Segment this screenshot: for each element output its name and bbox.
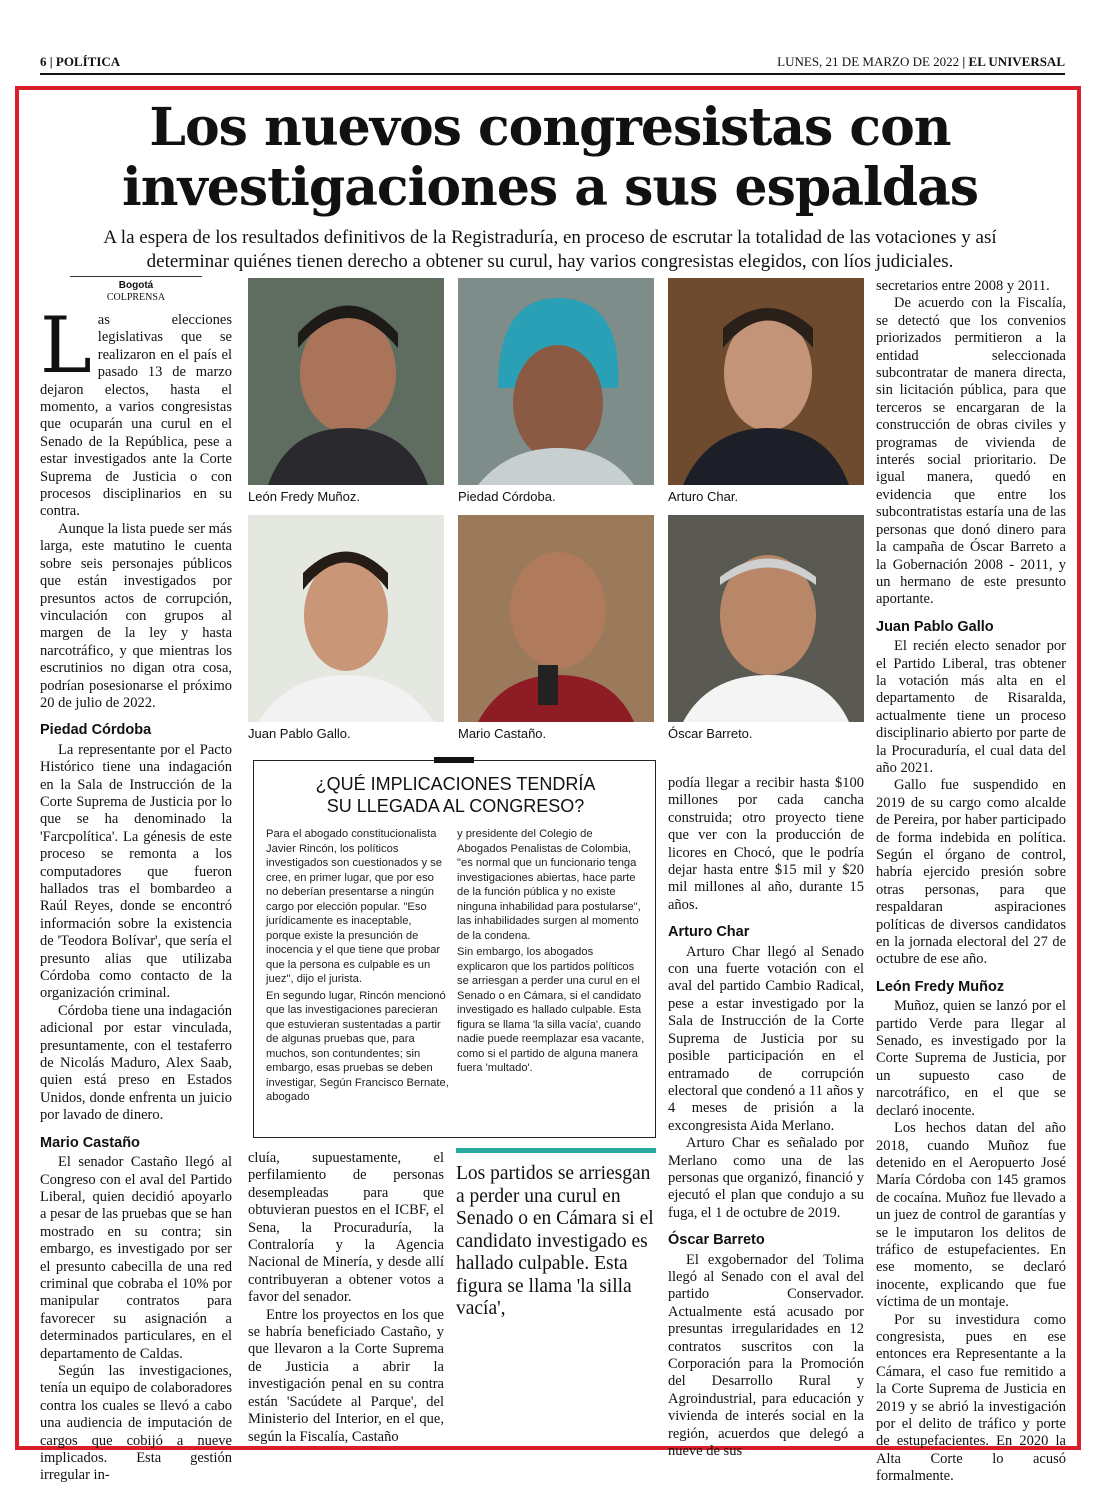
- headline-line-1: Los nuevos congresistas con: [149, 97, 951, 158]
- caption-juan-pablo-gallo: Juan Pablo Gallo.: [248, 726, 351, 741]
- column-5: [876, 278, 1066, 1485]
- page-header: [40, 54, 1065, 72]
- sidebar-box: [253, 760, 656, 1138]
- paragraph: Según las investigaciones, tenía un equipo de colaboradores contra los cuales se llevó a cabo una audiencia de imputación de cargos que cobijó a nueve implicados. Esta gestión irregular in-: [40, 1362, 232, 1484]
- subhead-oscar-barreto: Óscar Barreto: [668, 1232, 765, 1249]
- deck: A la espera de los resultados definitivos de la Registraduría, en proceso de escrutar la totalidad de las votaciones y así determinar quiénes tienen derecho a obtener su curul, hay varios congresistas elegidos, con líos judiciales.: [103, 227, 997, 272]
- caption-mario-castano: Mario Castaño.: [458, 726, 547, 741]
- page-number: 6: [40, 54, 47, 69]
- column-1: [40, 276, 232, 1484]
- caption-leon-fredy-munoz: León Fredy Muñoz.: [248, 489, 361, 504]
- byline-city: Bogotá: [118, 280, 154, 291]
- box-paragraph: Para el abogado constitucionalista Javier Rincón, los políticos investigados son cuestionados y se cree, en primer lugar, que por eso no deberían presentarse a ningún cargo por elección popular. "Eso jurídicamente es inaceptable, porque existe la presunción de inocencia y el que tiene que probar que la persona es culpable es un juez", dijo el jurista.: [266, 828, 443, 985]
- photo-leon-fredy-munoz: [248, 278, 444, 485]
- caption-piedad-cordoba: Piedad Córdoba.: [458, 489, 556, 504]
- header-right: LUNES, 21 DE MARZO DE 2022 | EL UNIVERSAL: [777, 54, 1065, 69]
- paragraph: Córdoba tiene una indagación adicional por estar vinculada, presuntamente, con el testaferro de Nicolás Maduro, Alex Saab, quien está preso en Estados Unidos, donde enfrenta un juicio por lavado de dinero.: [40, 1002, 232, 1124]
- subhead-juan-pablo-gallo: Juan Pablo Gallo: [876, 618, 994, 635]
- paragraph: Gallo fue suspendido en 2019 de su cargo como alcalde de Pereira, por haber participado de forma indebida en política. Según el órgano de control, habría ejercido presión sobre otras personas, para que respaldaran aspiraciones políticas de diversos candidatos en la jornada electoral del 27 de octubre de ese año.: [876, 777, 1066, 968]
- box-title: ¿QUÉ IMPLICACIONES TENDRÍA SU LLEGADA AL CONGRESO?: [315, 774, 596, 816]
- headline: [60, 98, 1040, 218]
- photo-mario-castano: [458, 515, 654, 722]
- photo-piedad-cordoba: [458, 278, 654, 485]
- header-rule: [40, 73, 1065, 75]
- photo-arturo-char: [668, 278, 864, 485]
- subhead-arturo-char: Arturo Char: [668, 924, 750, 941]
- paragraph: La representante por el Pacto Histórico tiene una indagación en la Sala de Instrucción de la Corte Suprema de Justicia por lo que se ha denominado la 'Farcpolítica'. La génesis de este proceso se remonta a los computadores que fueron hallados tras el bombardeo a Raúl Reyes, donde se encontró información sobre la existencia de 'Teodora Bolívar', que sería el presunto alias que utilizaba Córdoba como contacto de la organización criminal.: [40, 741, 232, 1002]
- dropcap: L: [40, 301, 92, 391]
- paragraph: Arturo Char llegó al Senado con una fuerte votación con el aval del partido Cambio Radical, pese a estar investigado por la Sala de Instrucción de la Corte Suprema de Justicia por su posible participación en el entramado de corrupción electoral que condenó a 11 años y 4 meses de prisión a la excongresista Aida Merlano.: [668, 943, 864, 1134]
- byline-agency: COLPRENSA: [106, 292, 166, 303]
- box-paragraph: y presidente del Colegio de Abogados Penalistas de Colombia, "es normal que un funcionario tenga investigaciones abiertas, hace parte de la función pública y no existe ninguna inhabilidad para postularse", las inhabilidades surgen al momento de la condena.: [457, 828, 641, 942]
- paper-name: EL UNIVERSAL: [968, 54, 1065, 69]
- paragraph: Entre los proyectos en los que se habría beneficiado Castaño, y que llevaron a la Corte Suprema de Justicia a abrir la investigación penal en su contra están 'Sacúdete al Parque', del Ministerio del Interior, en el que, según la Fiscalía, Castaño: [248, 1306, 444, 1445]
- subhead-piedad-cordoba: Piedad Córdoba: [40, 722, 152, 739]
- column-2-lower: [248, 1150, 444, 1445]
- paragraph: Arturo Char es señalado por Merlano como una de las personas que organizó, financió y ejecutó el plan que condujo a su fuga, el 1 de octubre de 2019.: [668, 1135, 864, 1221]
- caption-arturo-char: Arturo Char.: [668, 489, 739, 504]
- photo-oscar-barreto: [668, 515, 864, 722]
- photo-juan-pablo-gallo: [248, 515, 444, 722]
- paragraph: podía llegar a recibir hasta $100 millones por cada cancha construida; otro proyecto tiene que ver con la producción de licores en Chocó, que le podría dejar hasta entre $15 mil y $20 mil millones al año, durante 15 años.: [668, 775, 864, 913]
- caption-oscar-barreto: Óscar Barreto.: [668, 726, 753, 741]
- paragraph: cluía, supuestamente, el perfilamiento de personas desempleadas para que obtuvieran puestos en el ICBF, el Sena, la Procuraduría, la Contraloría y la Agencia Nacional de Minería, y desde allí contribuyeran a obtener votos a favor del senador.: [248, 1150, 444, 1306]
- column-4: [668, 775, 864, 1460]
- paragraph: Por su investidura como congresista, pues en ese entonces era Representante a la Cámara, el caso fue remitido a la Corte Suprema de Justicia en 2019 y se abrió la investigación por el delito de tráfico y porte de estupefacientes. En 2020 la Alta Corte lo acusó formalmente.: [876, 1311, 1066, 1485]
- box-column-left: [266, 827, 449, 1105]
- paragraph: De acuerdo con la Fiscalía, se detectó que los convenios priorizados permitieron a la entidad seleccionada subcontratar de manera directa, sin licitación pública, para que terceros se encargaran de la construcción de obras civiles y programas de vivienda de interés social prioritario. De igual manera, quedó en evidencia que entre los subcontratistas estaría una de las personas que donó dinero para la campaña de Óscar Barreto a la Gobernación 2008 - 2011, y un hermano de este presunto aportante.: [876, 295, 1066, 608]
- paragraph: El exgobernador del Tolima llegó al Senado con el aval del partido Conservador. Actualmente está acusado por presuntas irregularidades en 12 contratos suscritos con la Corporación para la Promoción del Desarrollo Rural y Agroindustrial, para educación y vivienda de interés social en la región, acuerdos que delegó a nueve de sus: [668, 1251, 864, 1460]
- box-paragraph: Sin embargo, los abogados explicaron que los partidos políticos se arriesgan a perder una curul en el Senado o en Cámara, si el candidato investigado es hallado culpable. Esta figura se llama 'la silla vacía', cuando nadie puede reemplazar esa vacante, como si el partido de alguna manera fuera 'multado'.: [457, 946, 645, 1074]
- box-marker: [434, 757, 474, 763]
- box-column-right: [457, 827, 645, 1076]
- paragraph: El recién electo senador por el Partido Liberal, tras obtener la votación más alta en el departamento de Risaralda, actualmente tiene un proceso disciplinario abierto por parte de la Procuraduría, el cual data del año 2021.: [876, 638, 1066, 776]
- issue-date: LUNES, 21 DE MARZO DE 2022: [777, 54, 960, 69]
- section-name: POLÍTICA: [55, 54, 121, 69]
- box-paragraph: En segundo lugar, Rincón mencionó que las investigaciones parecieran que estuvieran sustentadas a partir de algunas pruebas que, para muchos, son contundentes; sin embargo, esas pruebas se deben investigar, Según Francisco Bernate, abogado: [266, 989, 449, 1103]
- paragraph: Los hechos datan del año 2018, cuando Muñoz fue detenido en el Aeropuerto José María Córdoba con 145 gramos de cocaína. Muñoz fue llevado a un juez de control de garantías y se le imputaron los delitos de tráfico de estupefacientes. En ese momento, se declaró inocente, explicando que fue víctima de un montaje.: [876, 1120, 1066, 1311]
- page-section: 6 | POLÍTICA: [40, 54, 121, 69]
- paragraph: Muñoz, quien se lanzó por el partido Verde para llegar al Senado, es investigado por la Corte Suprema de Justicia, por un supuesto caso de narcotráfico, en el que se declaró inocente.: [876, 998, 1066, 1119]
- paragraph: El senador Castaño llegó al Congreso con el aval del Partido Liberal, quien decidió apoyarlo a pesar de las pruebas que se han mostrado en su contra; sin embargo, es investigado por ser el presunto cabecilla de una red criminal que cobraba el 10% por manipular contratos para favorecer su asignación a determinados particulares, en el departamento de Caldas.: [40, 1154, 232, 1362]
- pull-quote: Los partidos se arriesgan a perder una curul en Senado o en Cámara si el candidato investigado es hallado culpable. Esta figura se llama 'la silla vacía',: [456, 1148, 656, 1321]
- paragraph: as elecciones legislativas que se realizaron en el país el pasado 13 de marzo dejaron electos, hasta el momento, a varios congresistas que ocuparán una curul en el Senado de la República, pese a estar investigados ante la Corte Suprema de Justicia o con procesos disciplinarios en su contra.: [40, 312, 232, 520]
- subhead-leon-fredy-munoz: León Fredy Muñoz: [876, 978, 1005, 995]
- headline-line-2: investigaciones a sus espaldas: [121, 157, 979, 218]
- paragraph: Aunque la lista puede ser más larga, este matutino le cuenta sobre seis personajes públicos que están investigados por presuntos actos de corrupción, vinculación con grupos al margen de la ley y hasta narcotráfico, y que mientras los escrutinios no digan otra cosa, podrían posesionarse el próximo 20 de julio de 2022.: [40, 520, 232, 711]
- subhead-mario-castano: Mario Castaño: [40, 1134, 140, 1151]
- byline: [70, 276, 202, 304]
- paragraph: secretarios entre 2008 y 2011.: [876, 278, 1050, 294]
